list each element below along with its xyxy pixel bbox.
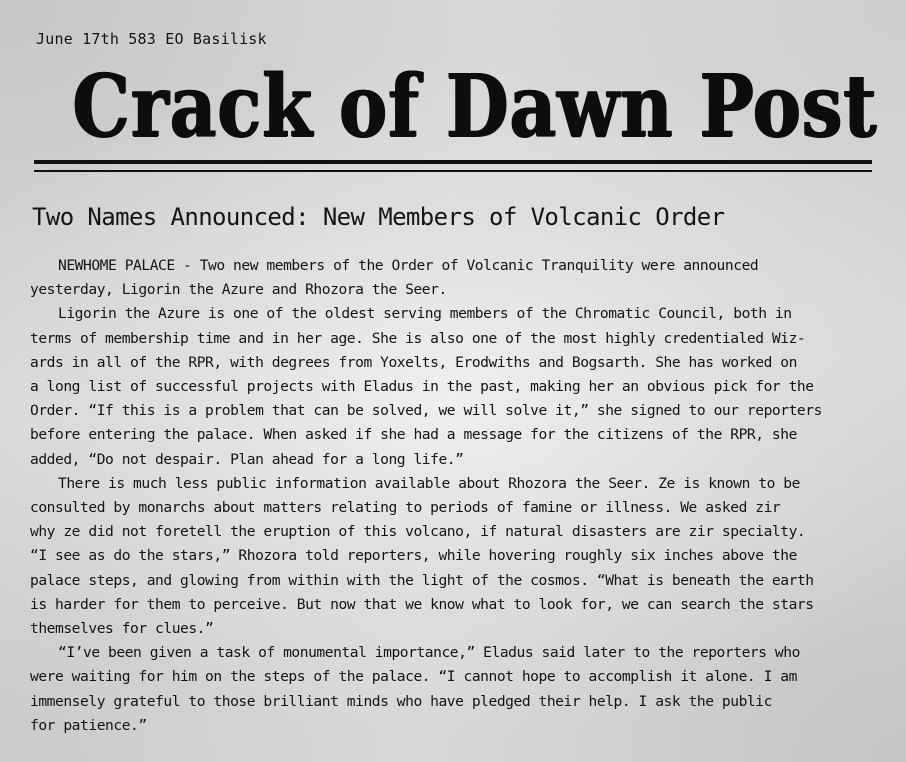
article-line: Order. “If this is a problem that can be solved, we will solve it,” she signed to our reporters — [30, 402, 822, 420]
article-line: is harder for them to perceive. But now that we know what to look for, we can search the stars — [30, 595, 814, 613]
masthead-rule-thin — [34, 170, 872, 172]
article-line: Ligorin the Azure is one of the oldest serving members of the Chromatic Council, both in — [58, 305, 792, 323]
article-line: “I’ve been given a task of monumental importance,” Eladus said later to the reporters who — [58, 644, 800, 662]
article-paragraph — [30, 472, 876, 641]
article-line: themselves for clues.” — [30, 620, 214, 638]
dateline: June 17th 583 EO Basilisk — [36, 30, 267, 48]
masthead: Crack of Dawn Post — [72, 56, 878, 157]
article-line: immensely grateful to those brilliant minds who have pledged their help. I ask the public — [30, 692, 772, 710]
article-line: were waiting for him on the steps of the palace. “I cannot hope to accomplish it alone. I am — [30, 668, 797, 686]
article-paragraph — [30, 254, 876, 302]
article-line: before entering the palace. When asked if she had a message for the citizens of the RPR, she — [30, 426, 797, 444]
article-headline: Two Names Announced: New Members of Volcanic Order — [32, 203, 725, 231]
article-line: There is much less public information available about Rhozora the Seer. Ze is known to be — [58, 474, 800, 492]
article-line: yesterday, Ligorin the Azure and Rhozora the Seer. — [30, 281, 447, 299]
article-line: a long list of successful projects with Eladus in the past, making her an obvious pick for the — [30, 378, 814, 396]
article-line: ards in all of the RPR, with degrees from Yoxelts, Erodwiths and Bogsarth. She has worked on — [30, 353, 797, 371]
masthead-rule-thick — [34, 160, 872, 164]
article-line: why ze did not foretell the eruption of this volcano, if natural disasters are zir specialty. — [30, 523, 806, 541]
article-paragraph — [30, 302, 876, 471]
article-line: for patience.” — [30, 716, 147, 734]
article-line: NEWHOME PALACE - Two new members of the Order of Volcanic Tranquility were announced — [58, 257, 759, 274]
article-body — [30, 254, 876, 738]
article-line: added, “Do not despair. Plan ahead for a long life.” — [30, 450, 464, 468]
article-paragraph — [30, 641, 876, 738]
article-line: palace steps, and glowing from within with the light of the cosmos. “What is beneath the earth — [30, 571, 814, 589]
article-line: “I see as do the stars,” Rhozora told reporters, while hovering roughly six inches above the — [30, 547, 797, 565]
article-line: consulted by monarchs about matters relating to periods of famine or illness. We asked zir — [30, 499, 781, 517]
article-line: terms of membership time and in her age. She is also one of the most highly credentialed Wiz- — [30, 329, 806, 347]
